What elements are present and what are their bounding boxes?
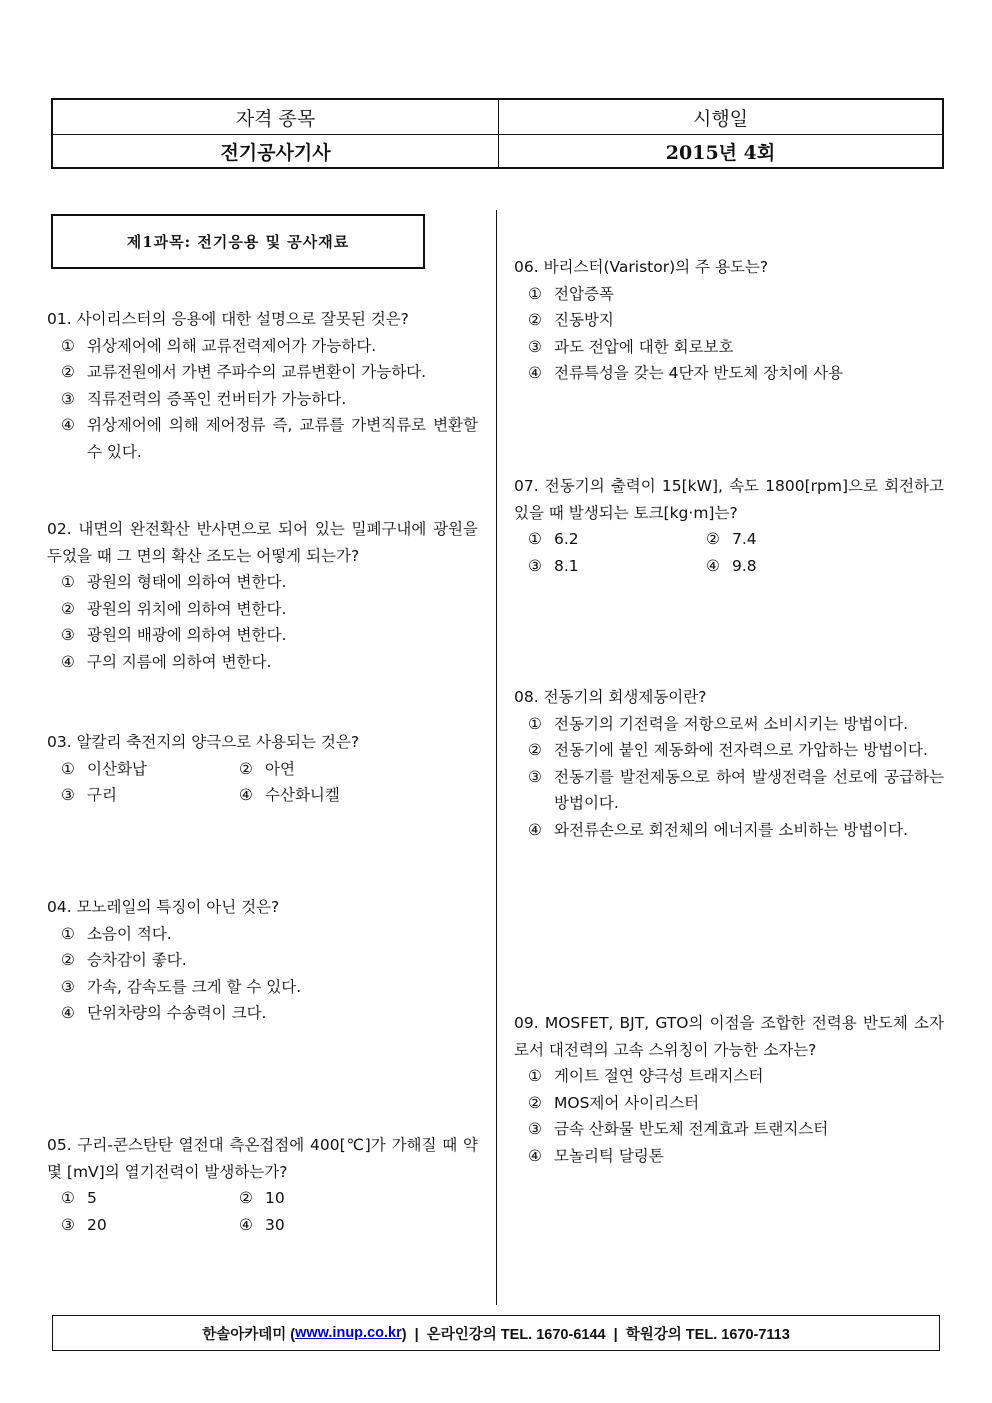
option[interactable]: ④ 수산화니켈 xyxy=(239,786,340,805)
option[interactable]: ① 전압증폭 xyxy=(528,284,614,303)
qualification-value: 전기공사기사 xyxy=(53,135,499,167)
option[interactable]: ④ 30 xyxy=(239,1215,285,1234)
question-stem: 08. 전동기의 회생제동이란? xyxy=(514,688,707,706)
option[interactable]: ④ 전류특성을 갖는 4단자 반도체 장치에 사용 xyxy=(528,364,844,383)
subject-title: 제1과목: 전기응용 및 공사재료 xyxy=(51,214,425,269)
option[interactable]: ② 승차감이 좋다. xyxy=(61,951,187,970)
option[interactable]: ① 6.2 xyxy=(528,530,579,549)
question-stem: 02. 내면의 완전확산 반사면으로 되어 있는 밀폐구내에 광원을 두었을 때 그 면의 확산 조도는 어떻게 되는가? xyxy=(47,520,478,565)
question-stem: 09. MOSFET, BJT, GTO의 이점을 조합한 전력용 반도체 소자로서 대전력의 고속 스위칭이 가능한 소자는? xyxy=(514,1014,944,1059)
question-07 xyxy=(514,473,944,579)
option[interactable]: ③ 구리 xyxy=(61,786,117,805)
question-02 xyxy=(47,516,478,676)
option[interactable]: ③ 20 xyxy=(61,1215,107,1234)
option[interactable]: ④ 단위차량의 수송력이 크다. xyxy=(61,1004,267,1023)
footer-phone-info: ) | 온라인강의 TEL. 1670-6144 | 학원강의 TEL. 1670-7113 xyxy=(401,1326,790,1343)
question-09 xyxy=(514,1010,944,1170)
option[interactable]: ④ 구의 지름에 의하여 변한다. xyxy=(61,652,272,671)
academy-website-link[interactable]: www.inup.co.kr xyxy=(295,1325,402,1341)
option[interactable]: ② 광원의 위치에 의하여 변한다. xyxy=(61,599,287,618)
option[interactable]: ③ 8.1 xyxy=(528,556,579,575)
option[interactable]: ① 전동기의 기전력을 저항으로써 소비시키는 방법이다. xyxy=(528,714,909,733)
option[interactable]: ② 진동방지 xyxy=(528,311,614,330)
option[interactable]: ② 아연 xyxy=(239,759,295,778)
option[interactable]: ① 소음이 적다. xyxy=(61,924,172,943)
option[interactable]: ③ 전동기를 발전제동으로 하여 발생전력을 선로에 공급하는 방법이다. xyxy=(528,767,944,813)
question-05 xyxy=(47,1132,478,1238)
option[interactable]: ③ 가속, 감속도를 크게 할 수 있다. xyxy=(61,977,302,996)
option[interactable]: ② 10 xyxy=(239,1189,285,1208)
question-stem: 06. 바리스터(Varistor)의 주 용도는? xyxy=(514,258,769,276)
option[interactable]: ④ 9.8 xyxy=(706,556,757,575)
question-stem: 01. 사이리스터의 응용에 대한 설명으로 잘못된 것은? xyxy=(47,310,409,328)
question-01 xyxy=(47,306,478,466)
question-06 xyxy=(514,254,944,387)
footer-contact xyxy=(52,1315,940,1351)
footer-academy: 한솔아카데미 ( xyxy=(202,1326,296,1343)
exam-info-table xyxy=(51,98,944,169)
column-divider xyxy=(496,210,497,1305)
qualification-label: 자격 종목 xyxy=(53,100,499,135)
option[interactable]: ① 광원의 형태에 의하여 변한다. xyxy=(61,573,287,592)
option[interactable]: ④ 위상제어에 의해 제어정류 즉, 교류를 가변직류로 변환할 수 있다. xyxy=(61,416,478,461)
question-03 xyxy=(47,729,478,809)
exam-date-value: 2015년 4회 xyxy=(665,141,776,164)
option[interactable]: ③ 과도 전압에 대한 회로보호 xyxy=(528,337,734,356)
option[interactable]: ③ 광원의 배광에 의하여 변한다. xyxy=(61,626,287,645)
option[interactable]: ② 7.4 xyxy=(706,530,757,549)
option[interactable]: ① 이산화납 xyxy=(61,759,147,778)
question-04 xyxy=(47,894,478,1027)
exam-date-label: 시행일 xyxy=(499,100,942,135)
option[interactable]: ① 게이트 절연 양극성 트래지스터 xyxy=(528,1067,764,1086)
option[interactable]: ② 전동기에 붙인 제동화에 전자력으로 가압하는 방법이다. xyxy=(528,741,928,760)
option[interactable]: ④ 모놀리틱 달링톤 xyxy=(528,1146,664,1165)
option[interactable]: ① 위상제어에 의해 교류전력제어가 가능하다. xyxy=(61,336,377,355)
question-stem: 07. 전동기의 출력이 15[kW], 속도 1800[rpm]으로 회전하고 있을 때 발생되는 토크[kg·m]는? xyxy=(514,477,944,522)
question-stem: 03. 알칼리 축전지의 양극으로 사용되는 것은? xyxy=(47,733,360,751)
option[interactable]: ④ 와전류손으로 회전체의 에너지를 소비하는 방법이다. xyxy=(528,820,909,839)
option[interactable]: ② 교류전원에서 가변 주파수의 교류변환이 가능하다. xyxy=(61,363,427,382)
question-stem: 05. 구리-콘스탄탄 열전대 측온접점에 400[℃]가 가해질 때 약 몇 [mV]의 열기전력이 발생하는가? xyxy=(47,1136,478,1181)
option[interactable]: ② MOS제어 사이리스터 xyxy=(528,1093,700,1112)
option[interactable]: ③ 직류전력의 증폭인 컨버터가 가능하다. xyxy=(61,389,347,408)
question-08 xyxy=(514,684,944,844)
option[interactable]: ① 5 xyxy=(61,1189,97,1208)
option[interactable]: ③ 금속 산화물 반도체 전계효과 트랜지스터 xyxy=(528,1120,829,1139)
question-stem: 04. 모노레일의 특징이 아닌 것은? xyxy=(47,898,280,916)
